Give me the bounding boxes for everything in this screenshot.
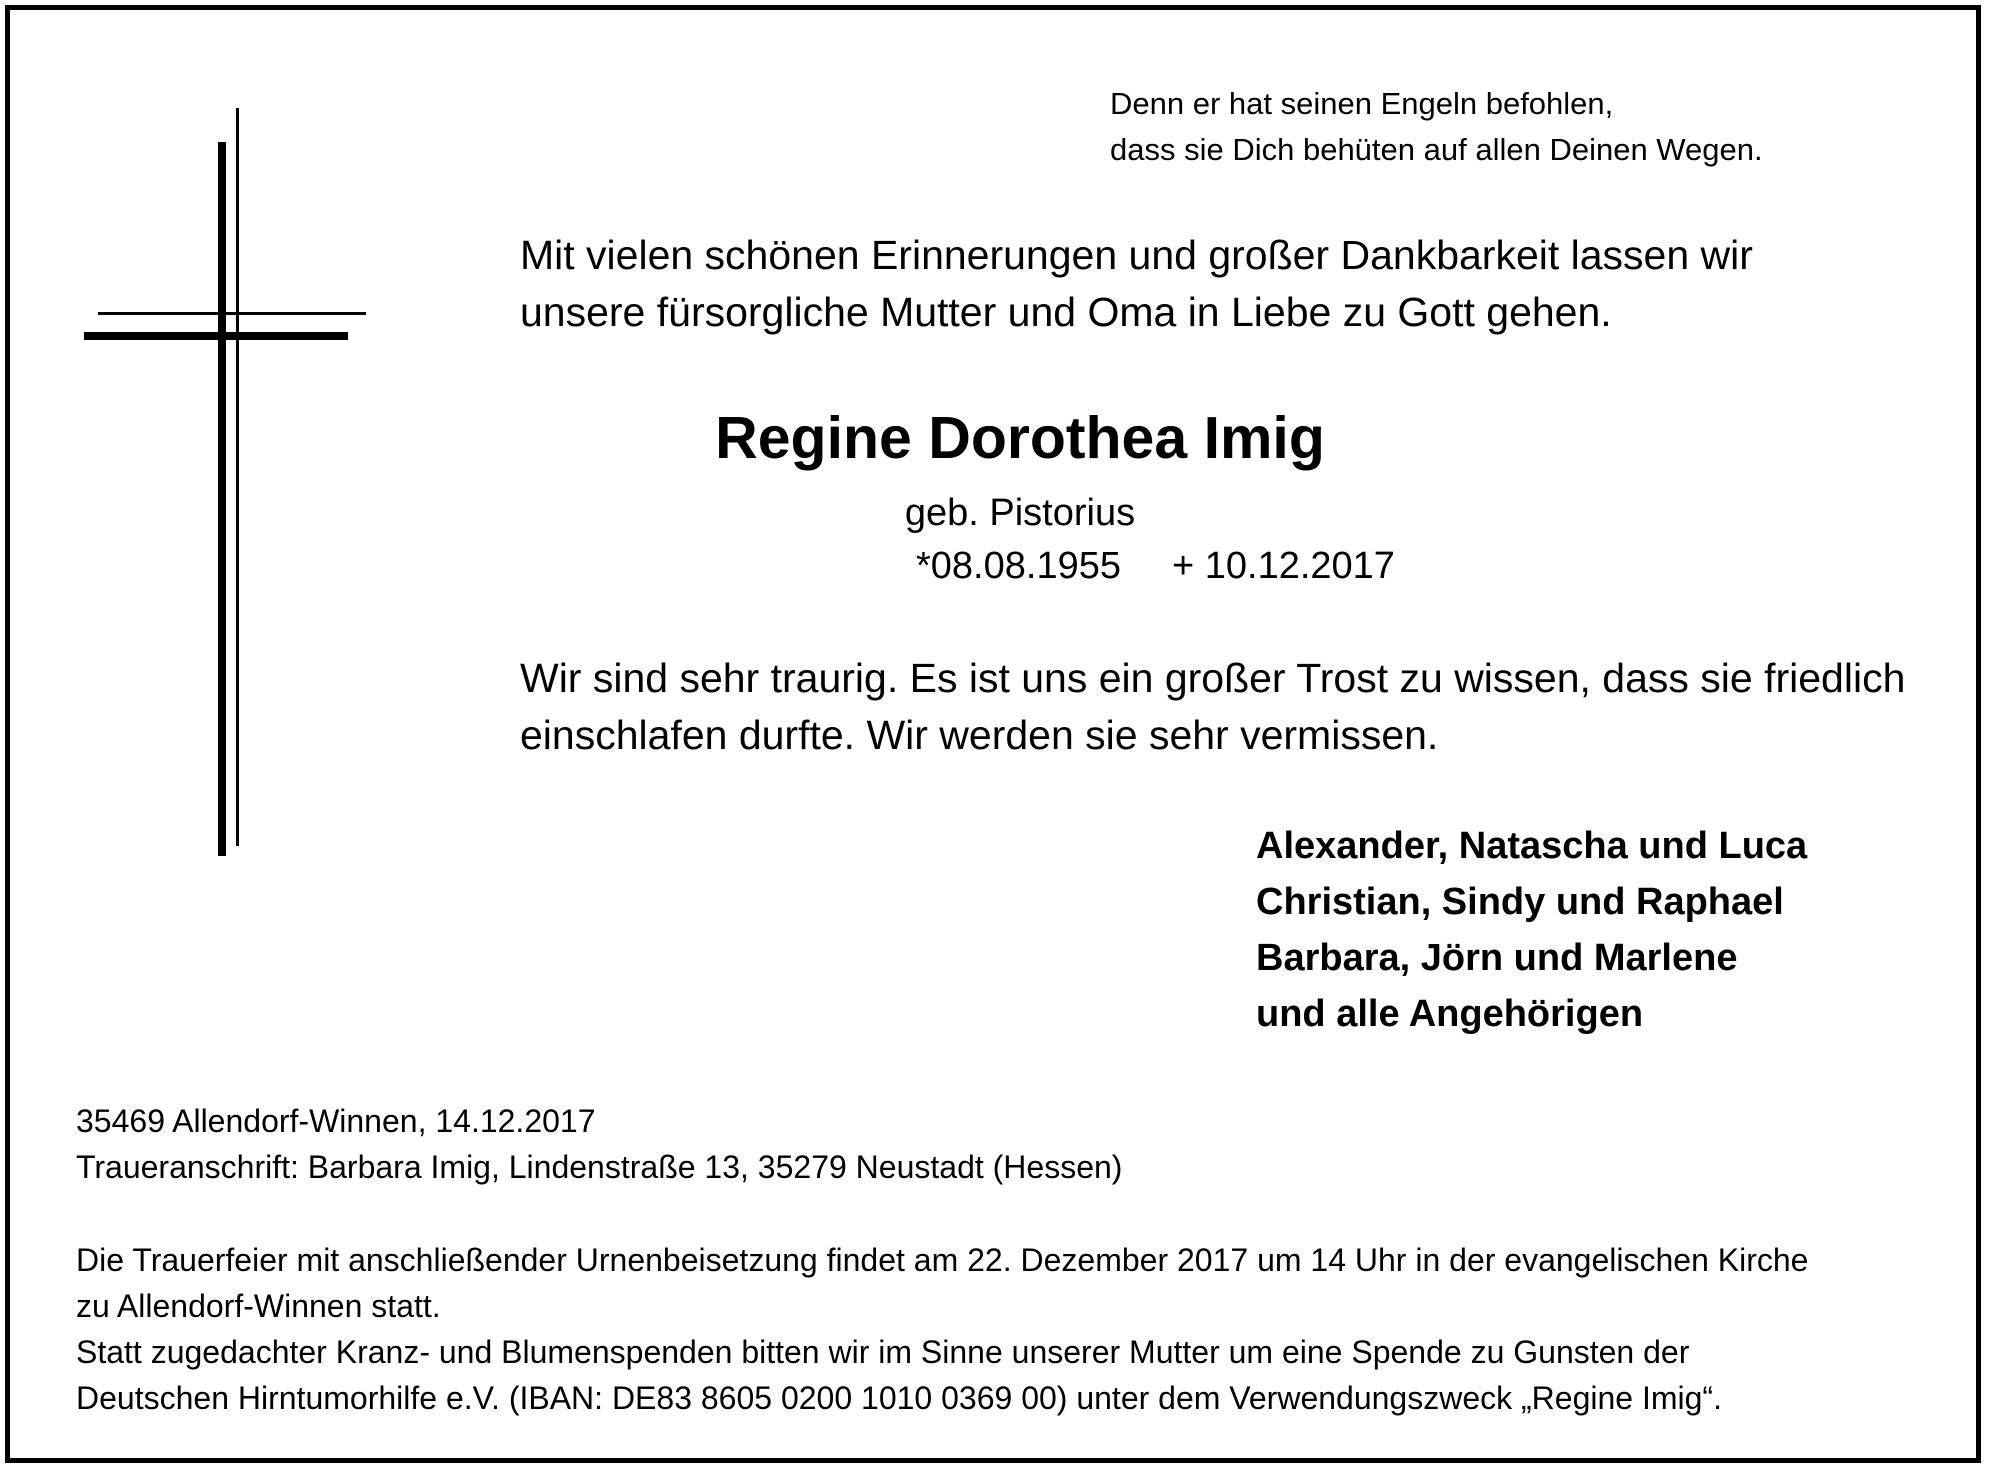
intro-line-2: unsere fürsorgliche Mutter und Oma in Liebe zu Gott gehen. xyxy=(520,289,1612,335)
death-date: + 10.12.2017 xyxy=(1172,545,1395,587)
mourning-address: Traueranschrift: Barbara Imig, Lindenstraße 13, 35279 Neustadt (Hessen) xyxy=(76,1149,1123,1185)
cross-horizontal-thick xyxy=(84,332,348,340)
family-line: Barbara, Jörn und Marlene xyxy=(1256,937,1738,979)
family-line: Alexander, Natascha und Luca xyxy=(1256,825,1808,867)
message-line-2: einschlafen durfte. Wir werden sie sehr vermissen. xyxy=(520,712,1439,758)
cross-horizontal-thin xyxy=(98,312,366,315)
family-line: und alle Angehörigen xyxy=(1256,993,1644,1035)
funeral-info-line-2: zu Allendorf-Winnen statt. xyxy=(76,1288,441,1324)
donation-info-line-2: Deutschen Hirntumorhilfe e.V. (IBAN: DE83 8605 0200 1010 0369 00) unter dem Verwendungszweck „Regine Imig“. xyxy=(76,1380,1722,1416)
funeral-info-line-1: Die Trauerfeier mit anschließender Urnenbeisetzung findet am 22. Dezember 2017 um 14 Uhr in der evangelischen Kirche xyxy=(76,1242,1809,1278)
birth-date: *08.08.1955 xyxy=(916,545,1121,587)
message-line-1: Wir sind sehr traurig. Es ist uns ein großer Trost zu wissen, dass sie friedlich xyxy=(520,655,1906,701)
family-line: Christian, Sindy und Raphael xyxy=(1256,881,1784,923)
deceased-name: Regine Dorothea Imig xyxy=(715,405,1325,471)
cross-vertical-thin xyxy=(236,108,239,846)
cross-vertical-thick xyxy=(218,142,226,856)
maiden-name: geb. Pistorius xyxy=(904,492,1136,534)
intro-line-1: Mit vielen schönen Erinnerungen und großer Dankbarkeit lassen wir xyxy=(520,232,1753,278)
verse-line-2: dass sie Dich behüten auf allen Deinen Wegen. xyxy=(1110,132,1763,167)
verse-line-1: Denn er hat seinen Engeln befohlen, xyxy=(1110,86,1614,121)
donation-info-line-1: Statt zugedachter Kranz- und Blumenspenden bitten wir im Sinne unserer Mutter um eine Spende zu Gunsten der xyxy=(76,1334,1690,1370)
place-date: 35469 Allendorf-Winnen, 14.12.2017 xyxy=(76,1103,596,1139)
